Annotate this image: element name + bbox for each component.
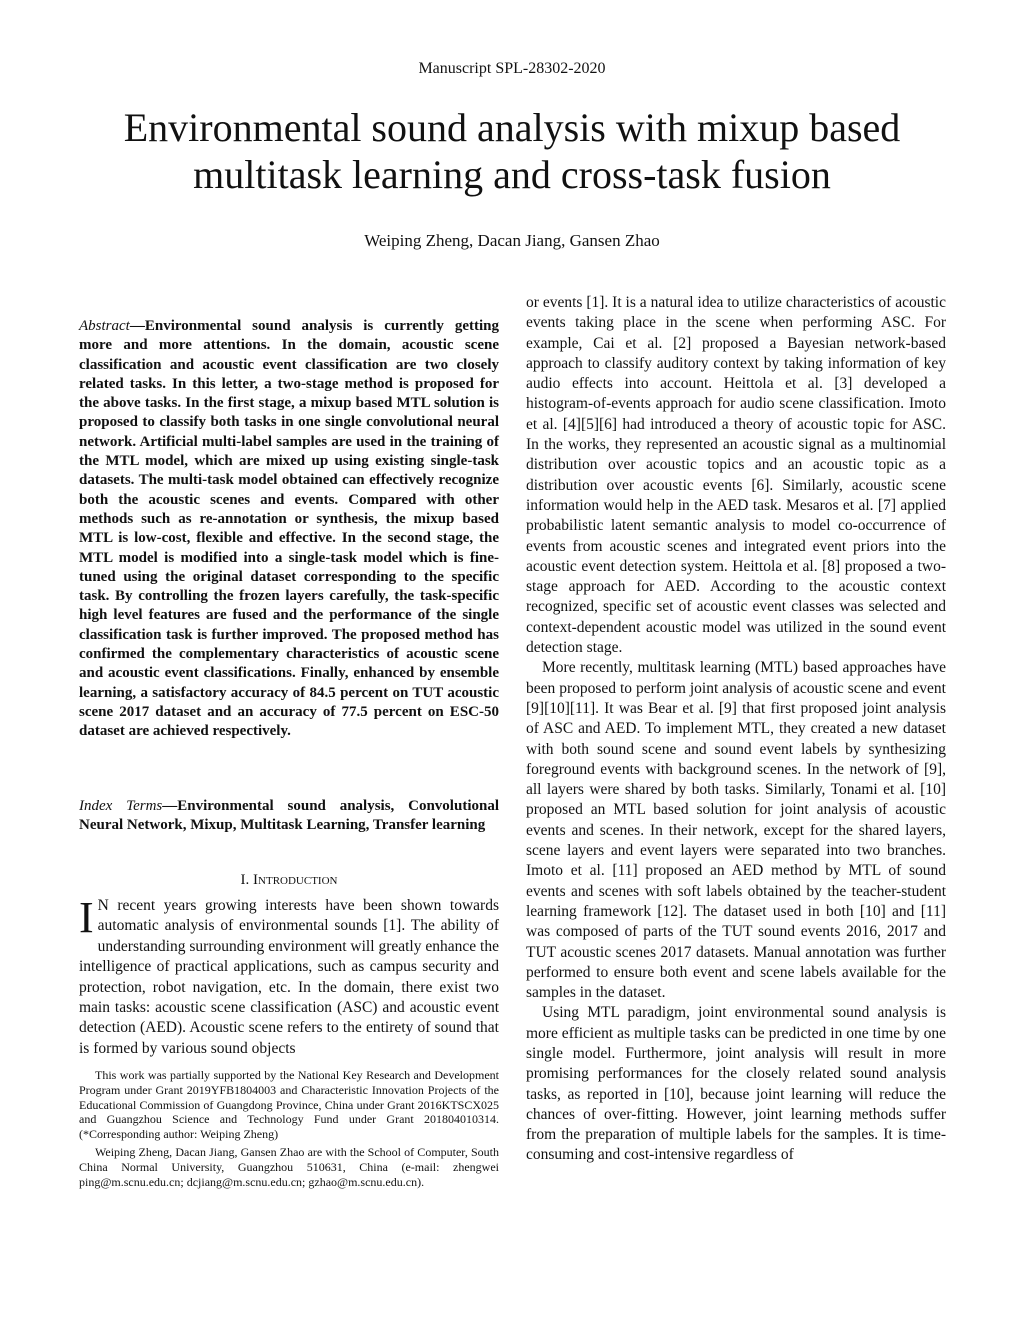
- index-terms-text: —Environmental sound analysis, Convolutional Neural Network, Mixup, Multitask Learning, Transfer learning: [79, 798, 499, 833]
- funding-footnote: This work was partially supported by the National Key Research and Development Program under Grant 2019YFB1804003 and Characteristic Innovation Projects of the Educational Commission of Guangdong Province, China under Grant 2016KTSCX025 and Guangzhou Science and Technology Fund under Grant 201804010314. (*Corresponding author: Weiping Zheng): [79, 1068, 499, 1142]
- abstract: [79, 317, 499, 742]
- section-heading-introduction: [79, 872, 499, 889]
- introduction-text: N recent years growing interests have been shown towards automatic analysis of environmental sounds [1]. The ability of understanding surrounding environment will greatly enhance the intelligence of practical applications, such as campus security and protection, robot navigation, etc. In the domain, there exist two main tasks: acoustic scene classification (ASC) and acoustic event detection (AED). Acoustic scene refers to the entirety of sound that is formed by various sound objects: [79, 897, 499, 1057]
- introduction-paragraph: [79, 893, 499, 1059]
- index-terms-label: Index Terms: [79, 798, 163, 814]
- affiliation-footnote: Weiping Zheng, Dacan Jiang, Gansen Zhao are with the School of Computer, South China Normal University, Guangzhou 510631, China (e-mail: zhengwei ping@m.scnu.edu.cn; dcjiang@m.scnu.edu.cn; gzhao@m.scnu.edu.cn).: [79, 1145, 499, 1189]
- right-paragraph-2: More recently, multitask learning (MTL) based approaches have been proposed to perform joint analysis of acoustic scene and event [9][10][11]. It was Bear et al. [9] that first proposed joint analysis of ASC and AED. To implement MTL, they created a new dataset with both sound scene and sound event labels by synthesizing foreground events with background scenes. In the network of [9], all layers were shared by both tasks. Similarly, Tonami et al. [10] proposed an MTL based solution for joint analysis of acoustic events and scenes. In their network, except for the shared layers, scene layers and event layers were separated into two branches. Imoto et al. [11] proposed an AED method by MTL of sound events and scenes with soft labels obtained by the teacher-student learning framework [12]. The dataset used in both [10] and [11] was composed of parts of the TUT sound events 2016, 2017 and TUT acoustic scenes 2017 datasets. Manual annotation was further performed to ensure both event and scene labels available for the samples in the dataset.: [526, 659, 946, 1002]
- author-list: Weiping Zheng, Dacan Jiang, Gansen Zhao: [364, 231, 660, 250]
- manuscript-id: Manuscript SPL-28302-2020: [418, 60, 606, 77]
- index-terms: [79, 797, 499, 835]
- section-title: Introduction: [253, 872, 338, 888]
- right-column: [526, 293, 946, 1166]
- section-number: I.: [240, 872, 250, 888]
- paper-title: Environmental sound analysis with mixup based multitask learning and cross-task fusion: [123, 105, 901, 197]
- abstract-label: Abstract: [79, 318, 130, 334]
- right-paragraph-3: Using MTL paradigm, joint environmental sound analysis is more efficient as multiple tasks can be predicted in one time by one single model. Furthermore, joint analysis will result in more promising performances for the closely related sound analysis tasks, as reported in [10], because joint learning will reduce the chances of over-fitting. However, joint learning methods suffer from the preparation of multiple labels for the samples. It is time-consuming and cost-intensive regardless of: [526, 1004, 946, 1164]
- abstract-text: —Environmental sound analysis is currently getting more and more attentions. In the domain, acoustic scene classification and acoustic event classification are two closely related tasks. In this letter, a two-stage method is proposed for the above tasks. In the first stage, a mixup based MTL solution is proposed to classify both tasks in one single convolutional neural network. Artificial multi-label samples are used in the training of the MTL model, which are mixed up using existing single-task datasets. The multi-task model obtained can effectively recognize both the acoustic scenes and events. Compared with other methods such as re-annotation or synthesis, the mixup based MTL is low-cost, flexible and effective. In the second stage, the MTL model is modified into a single-task model which is fine-tuned using the original dataset corresponding to the specific task. By controlling the frozen layers carefully, the task-specific high level features are fused and the performance of the single classification task is further improved. The proposed method has confirmed the complementary characteristics of acoustic scene and acoustic event classifications. Finally, enhanced by ensemble learning, a satisfactory accuracy of 84.5 percent on TUT acoustic scene 2017 dataset and an accuracy of 77.5 percent on ESC-50 dataset are achieved respectively.: [79, 318, 499, 740]
- drop-cap: I: [79, 893, 94, 942]
- right-paragraph-1: or events [1]. It is a natural idea to utilize characteristics of acoustic events taking place in the scene when performing ASC. For example, Cai et al. [2] proposed a Bayesian network-based approach to classify auditory context by taking information of key audio effects into account. Heittola et al. [3] developed a histogram-of-events approach for audio scene classification. Imoto et al. [4][5][6] had introduced a theory of acoustic topic for ASC. In the works, they represented an acoustic signal as a multinomial distribution over acoustic topics and an acoustic topic as a distribution over acoustic events [6]. Similarly, acoustic scene information would help in the AED task. Mesaros et al. [7] applied probabilistic latent semantic analysis to model co-occurrence of events from acoustic scenes and integrated event priors into the acoustic event detection system. Heittola et al. [8] proposed a two-stage approach for AED. According to the acoustic context recognized, specific set of acoustic event classes was selected and context-dependent acoustic model was utilized in the sound event detection stage.: [526, 294, 946, 657]
